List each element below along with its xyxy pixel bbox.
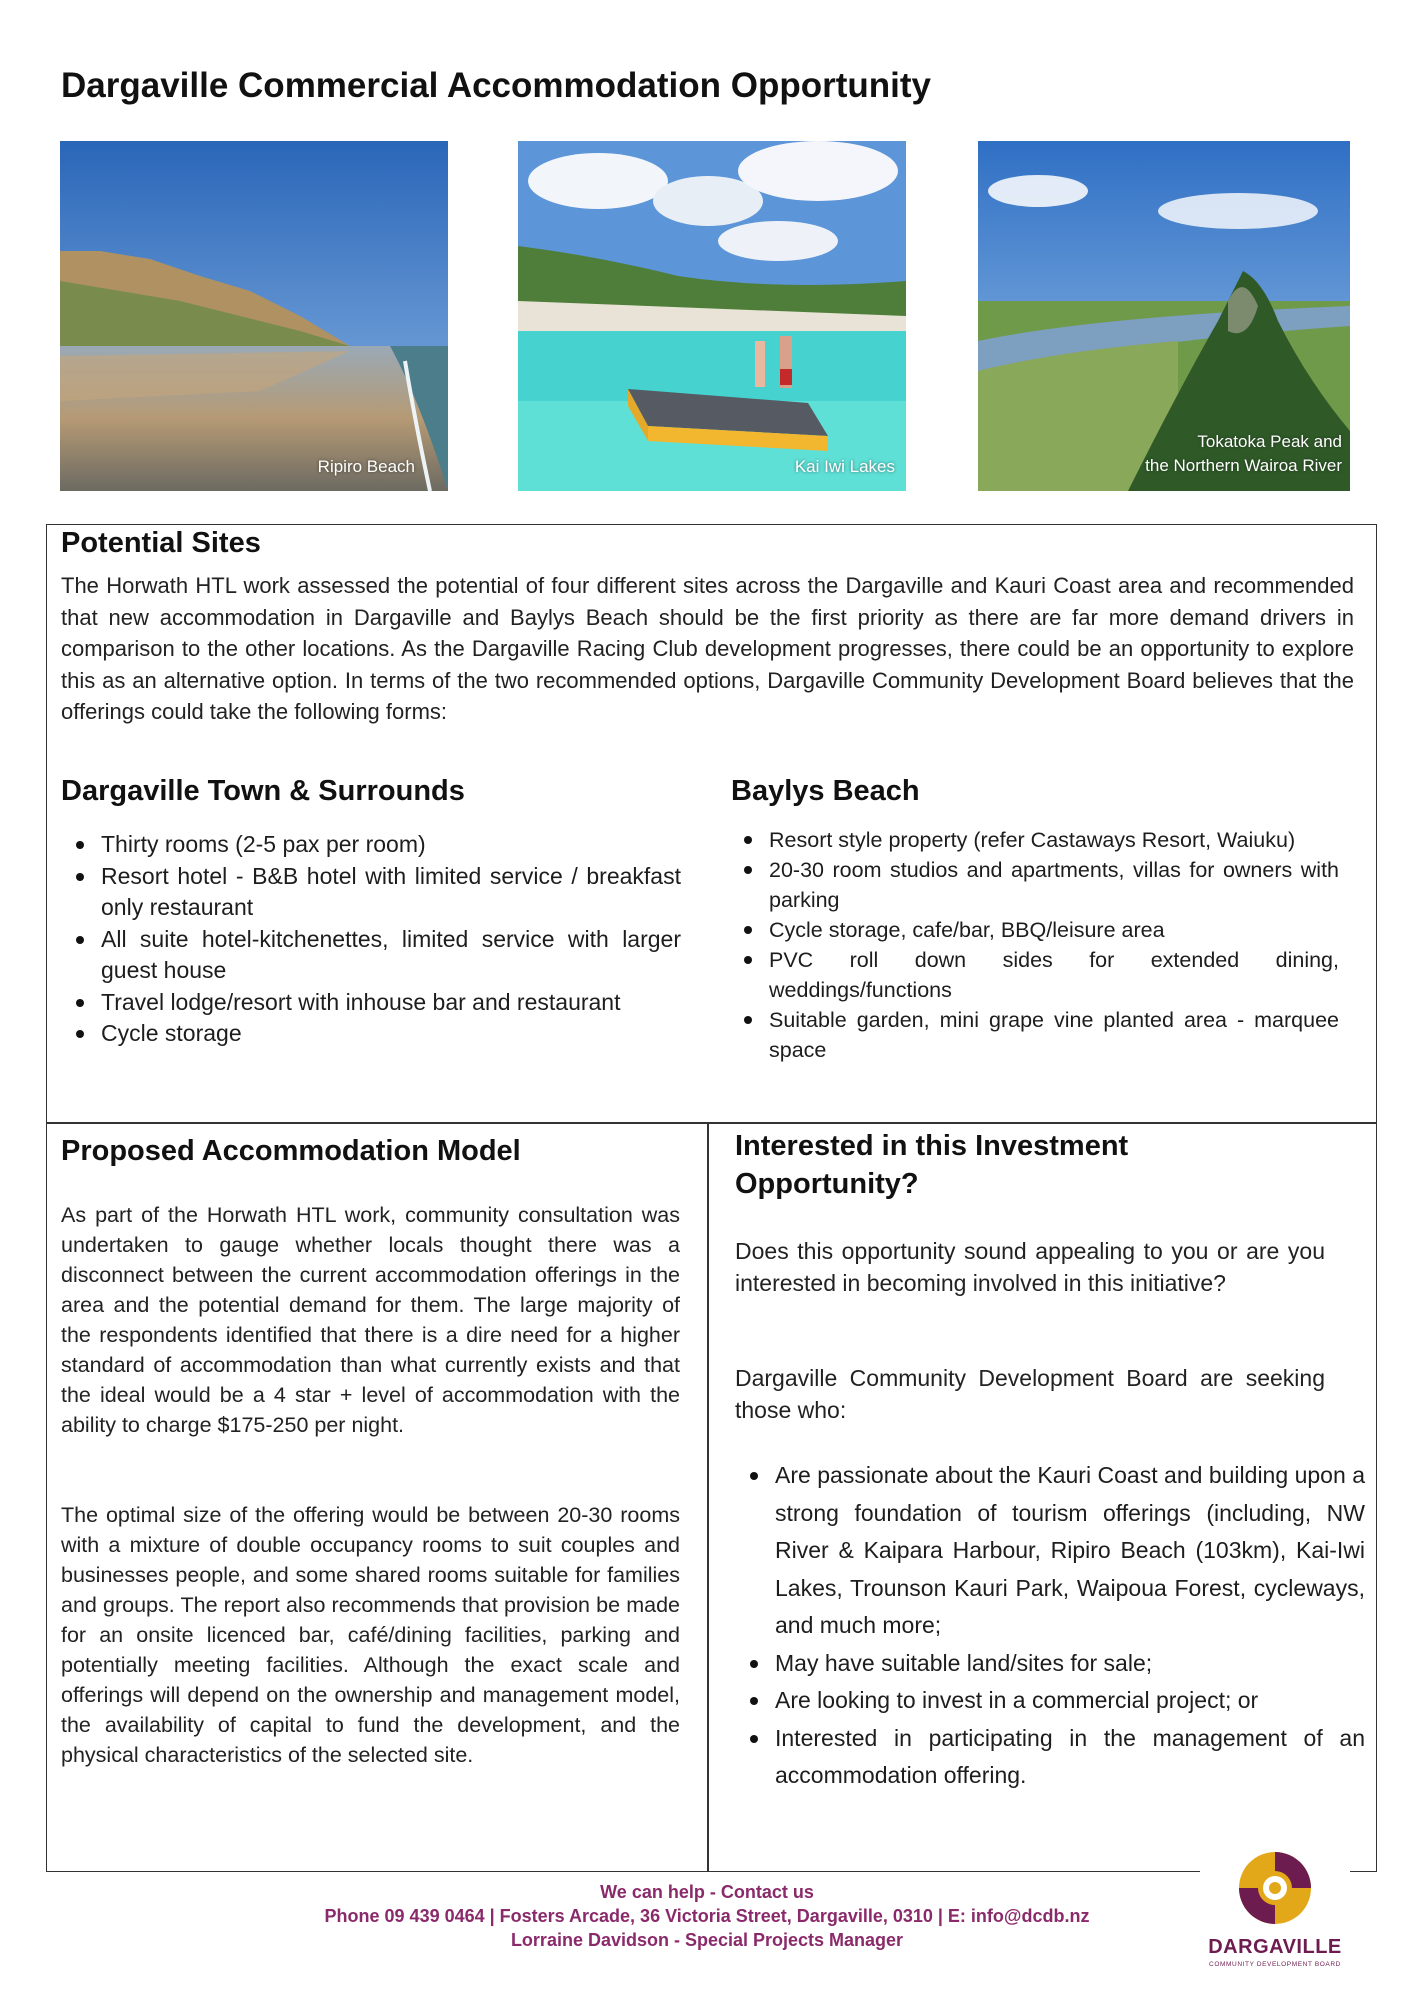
dargaville-cdb-logo — [1200, 1840, 1350, 1980]
logo-name: DARGAVILLE — [1208, 1936, 1342, 1958]
baylys-beach-list — [729, 825, 1339, 1065]
list-item: PVC roll down sides for extended dining, weddings/functions — [769, 945, 1339, 1005]
investment-heading — [735, 1127, 1128, 1203]
investment-paragraph-2: Dargaville Community Development Board are seeking those who: — [735, 1365, 1325, 1423]
kai-iwi-lakes-caption: Kai Iwi Lakes — [794, 457, 895, 476]
investment-list — [735, 1457, 1365, 1795]
list-item: Are passionate about the Kauri Coast and building upon a strong foundation of tourism offerings (including, NW River & Kaipara Harbour, Ripiro Beach (103km), Kai-Iwi Lakes, Trounson Kauri Park, Waipoua Forest, cycleways, and much more; — [775, 1457, 1365, 1645]
list-item: Interested in participating in the management of an accommodation offering. — [775, 1720, 1365, 1795]
dargaville-town-list — [61, 829, 681, 1050]
investment-paragraph-1: Does this opportunity sound appealing to you or are you interested in becoming involved in this initiative? — [735, 1238, 1325, 1296]
footer-contact-details: Phone 09 439 0464 | Fosters Arcade, 36 Victoria Street, Dargaville, 0310 | E: info@dcdb.nz — [324, 1906, 1090, 1926]
accommodation-model-paragraph-2: The optimal size of the offering would be between 20-30 rooms with a mixture of double occupancy rooms to suit couples and businesses people, and some shared rooms suitable for families and groups. The report also recommends that provision be made for an onsite licenced bar, café/dining facilities, parking and potentially meeting facilities. Although the exact scale and offerings will depend on the ownership and management model, the availability of capital to fund the development, and the physical characteristics of the selected site. — [61, 1503, 680, 1767]
kai-iwi-lakes-photo — [518, 141, 906, 491]
list-item: Resort style property (refer Castaways Resort, Waiuku) — [769, 825, 1339, 855]
caption-line-1: Tokatoka Peak and — [1197, 432, 1342, 451]
ripiro-beach-photo — [60, 141, 448, 491]
logo-mark-icon — [1200, 1840, 1350, 1936]
investment-heading-line-2: Opportunity? — [735, 1168, 919, 1200]
baylys-beach-heading: Baylys Beach — [731, 775, 920, 807]
list-item: Resort hotel - B&B hotel with limited service / breakfast only restaurant — [101, 861, 681, 924]
list-item: 20-30 room studios and apartments, villas for owners with parking — [769, 855, 1339, 915]
accommodation-model-paragraph-1: As part of the Horwath HTL work, community consultation was undertaken to gauge whether locals thought there was a disconnect between the current accommodation offerings in the area and the potential demand for them. The large majority of the respondents identified that there is a dire need for a higher standard of accommodation than what currently exists and that the ideal would be a 4 star + level of accommodation with the ability to charge $175-250 per night. — [61, 1203, 680, 1437]
footer-contact-heading: We can help - Contact us — [600, 1882, 814, 1902]
caption-line-2: the Northern Wairoa River — [1145, 456, 1342, 475]
list-item: Thirty rooms (2-5 pax per room) — [101, 829, 681, 861]
list-item: Cycle storage, cafe/bar, BBQ/leisure area — [769, 915, 1339, 945]
investment-heading-line-1: Interested in this Investment — [735, 1130, 1129, 1162]
logo-subtitle: COMMUNITY DEVELOPMENT BOARD — [1209, 1961, 1341, 1968]
accommodation-model-heading: Proposed Accommodation Model — [61, 1135, 521, 1167]
list-item: Are looking to invest in a commercial project; or — [775, 1682, 1365, 1720]
list-item: Cycle storage — [101, 1018, 681, 1050]
list-item: Suitable garden, mini grape vine planted area - marquee space — [769, 1005, 1339, 1065]
potential-sites-body: The Horwath HTL work assessed the potential of four different sites across the Dargaville and Kauri Coast area and recommended that new accommodation in Dargaville and Baylys Beach should be the first priority as there are far more demand drivers in comparison to the other locations. As the Dargaville Racing Club development progresses, there could be an opportunity to explore this as an alternative option. In terms of the two recommended options, Dargaville Community Development Board believes that the offerings could take the following forms: — [61, 573, 1354, 724]
footer-contact-person: Lorraine Davidson - Special Projects Manager — [510, 1930, 904, 1950]
ripiro-beach-caption: Ripiro Beach — [317, 457, 415, 476]
dargaville-town-heading: Dargaville Town & Surrounds — [61, 775, 465, 807]
tokatoka-peak-caption — [1080, 430, 1342, 478]
page-title: Dargaville Commercial Accommodation Opportunity — [61, 66, 931, 105]
list-item: All suite hotel-kitchenettes, limited service with larger guest house — [101, 924, 681, 987]
list-item: Travel lodge/resort with inhouse bar and restaurant — [101, 987, 681, 1019]
potential-sites-heading: Potential Sites — [61, 527, 261, 559]
list-item: May have suitable land/sites for sale; — [775, 1645, 1365, 1683]
